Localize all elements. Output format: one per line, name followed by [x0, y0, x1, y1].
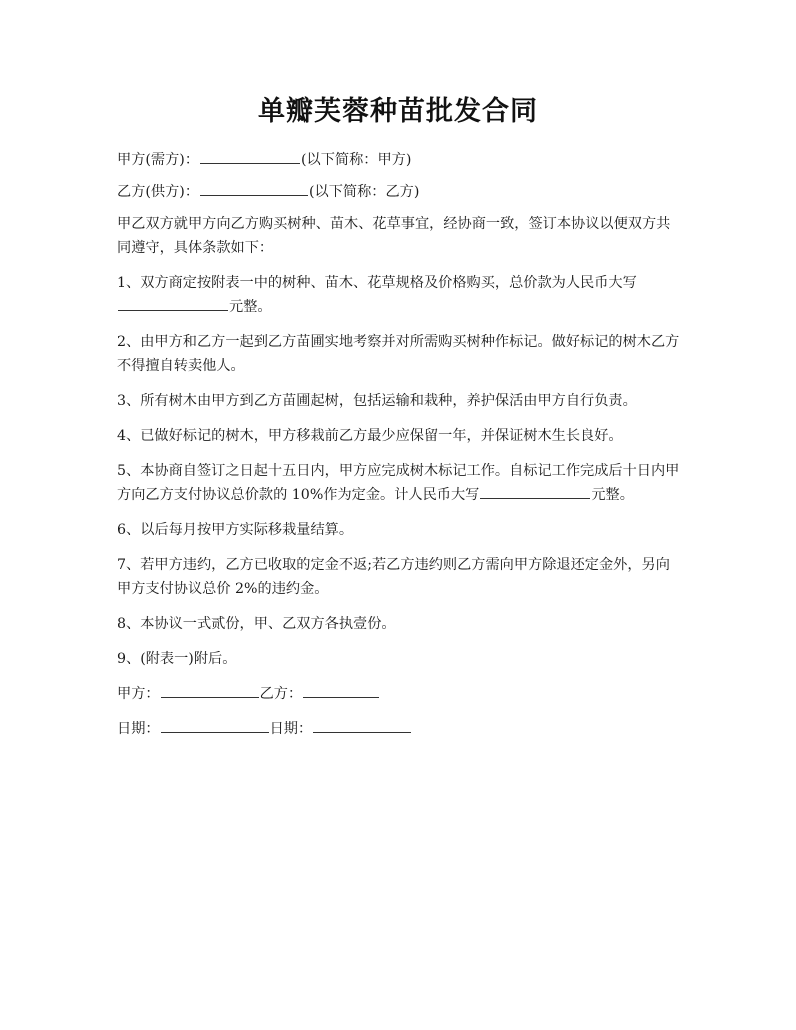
clause-2: 2、由甲方和乙方一起到乙方苗圃实地考察并对所需购买树种作标记。做好标记的树木乙方不得擅自转卖他人。 [117, 334, 680, 374]
party-a-label: 甲方(需方)： [117, 152, 200, 168]
clause-5-suffix: 元整。 [591, 487, 634, 503]
signature-party-a-blank [161, 683, 259, 698]
party-a-blank [200, 149, 300, 164]
intro-paragraph: 甲乙双方就甲方向乙方购买树种、苗木、花草事宜，经协商一致，签订本协议以便双方共同遵守，具体条款如下： [117, 216, 671, 256]
document-title: 单瓣芙蓉种苗批发合同 [258, 96, 538, 127]
date-a-blank [161, 718, 269, 733]
signature-line [117, 682, 683, 706]
clause-3: 3、所有树木由甲方到乙方苗圃起树，包括运输和栽种，养护保活由甲方自行负责。 [117, 393, 637, 409]
clause-7: 7、若甲方违约，乙方已收取的定金不返;若乙方违约则乙方需向甲方除退还定金外，另向甲方支付协议总价 2%的违约金。 [117, 557, 670, 597]
signature-party-a-label: 甲方： [117, 686, 160, 702]
date-a-label: 日期： [117, 721, 160, 737]
clause-1 [117, 271, 683, 319]
date-b-label: 日期： [269, 721, 313, 737]
date-line [117, 717, 683, 741]
clause-5-text: 5、本协商自签订之日起十五日内，甲方应完成树木标记工作。自标记工作完成后十日内甲方向乙方支付协议总价款的 10%作为定金。计人民币大写 [117, 463, 680, 503]
party-b-line [117, 180, 683, 204]
date-b-blank [313, 718, 411, 733]
signature-party-b-label: 乙方： [259, 686, 303, 702]
party-b-label: 乙方(供方)： [117, 184, 200, 200]
deposit-blank [480, 484, 590, 499]
party-b-blank [200, 181, 308, 196]
clause-6: 6、以后每月按甲方实际移栽量结算。 [117, 522, 354, 538]
clause-5 [117, 459, 683, 507]
document-body [117, 148, 683, 752]
party-b-suffix: (以下简称：乙方) [309, 184, 420, 200]
party-a-suffix: (以下简称：甲方) [301, 152, 412, 168]
clause-4: 4、已做好标记的树木，甲方移栽前乙方最少应保留一年，并保证树木生长良好。 [117, 428, 623, 444]
party-a-line [117, 148, 683, 172]
clause-1-suffix: 元整。 [229, 299, 272, 315]
signature-party-b-blank [303, 683, 379, 698]
clause-1-text: 1、双方商定按附表一中的树种、苗木、花草规格及价格购买，总价款为人民币大写 [117, 275, 637, 291]
clause-8: 8、本协议一式贰份，甲、乙双方各执壹份。 [117, 616, 396, 632]
total-price-blank [118, 296, 228, 311]
clause-9: 9、(附表一)附后。 [117, 651, 237, 667]
